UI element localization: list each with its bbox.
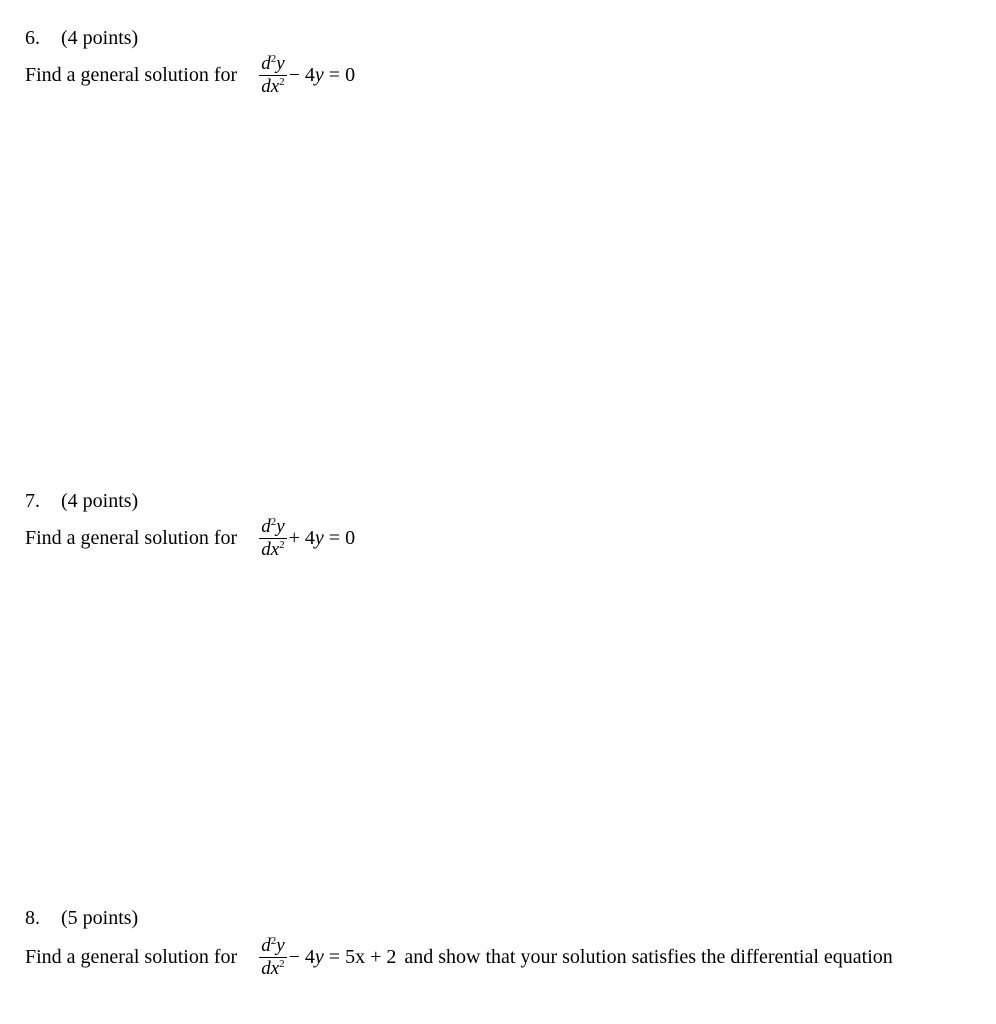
problem-7 <box>25 489 356 560</box>
numerator-d: d <box>261 516 271 537</box>
fraction-numerator <box>259 936 286 958</box>
derivative-fraction <box>259 54 286 97</box>
derivative-fraction <box>259 517 286 560</box>
problem-8 <box>25 906 893 979</box>
rhs-operator: − 4 <box>288 946 315 968</box>
rhs-rest: = 0 <box>323 64 356 86</box>
rhs-operator: − 4 <box>288 64 315 86</box>
denominator-exponent: 2 <box>279 539 285 551</box>
rhs-operator: + 4 <box>288 527 315 549</box>
equation-rhs <box>289 64 355 87</box>
problem-header <box>25 26 138 50</box>
fraction-denominator <box>259 539 286 560</box>
problem-header <box>25 906 138 930</box>
problem-points: (5 points) <box>61 907 139 929</box>
equation-rhs <box>289 946 397 969</box>
fraction-numerator <box>259 54 286 76</box>
rhs-variable: y <box>314 946 324 968</box>
numerator-d: d <box>261 935 271 956</box>
numerator-var: y <box>276 516 285 537</box>
fraction-denominator <box>259 958 286 979</box>
problem-header <box>25 489 138 513</box>
fraction-numerator <box>259 517 286 539</box>
problem-statement <box>25 54 355 97</box>
denominator-dx: dx <box>261 539 280 560</box>
problem-prompt: Find a general solution for <box>25 527 238 549</box>
equation-rhs <box>289 527 355 550</box>
rhs-rest: = 5x + 2 <box>323 946 397 968</box>
problem-number: 7. <box>25 490 40 512</box>
problem-number: 6. <box>25 27 40 49</box>
rhs-rest: = 0 <box>323 527 356 549</box>
problem-prompt: Find a general solution for <box>25 946 238 968</box>
problem-points: (4 points) <box>61 27 139 49</box>
numerator-exponent: 2 <box>270 935 277 947</box>
problem-statement <box>25 936 893 979</box>
derivative-fraction <box>259 936 286 979</box>
numerator-exponent: 2 <box>270 53 277 65</box>
denominator-exponent: 2 <box>279 958 285 970</box>
denominator-dx: dx <box>261 958 280 979</box>
numerator-d: d <box>261 53 271 74</box>
problem-6 <box>25 26 356 97</box>
problem-points: (4 points) <box>61 490 139 512</box>
fraction-denominator <box>259 76 286 97</box>
problem-tail-text: and show that your solution satisfies the differential equation <box>404 946 893 968</box>
numerator-var: y <box>276 935 285 956</box>
numerator-var: y <box>276 53 285 74</box>
rhs-variable: y <box>314 64 324 86</box>
problem-prompt: Find a general solution for <box>25 64 238 86</box>
numerator-exponent: 2 <box>270 516 277 528</box>
problem-statement <box>25 517 355 560</box>
rhs-variable: y <box>314 527 324 549</box>
denominator-dx: dx <box>261 76 280 97</box>
problem-number: 8. <box>25 907 40 929</box>
denominator-exponent: 2 <box>279 76 285 88</box>
